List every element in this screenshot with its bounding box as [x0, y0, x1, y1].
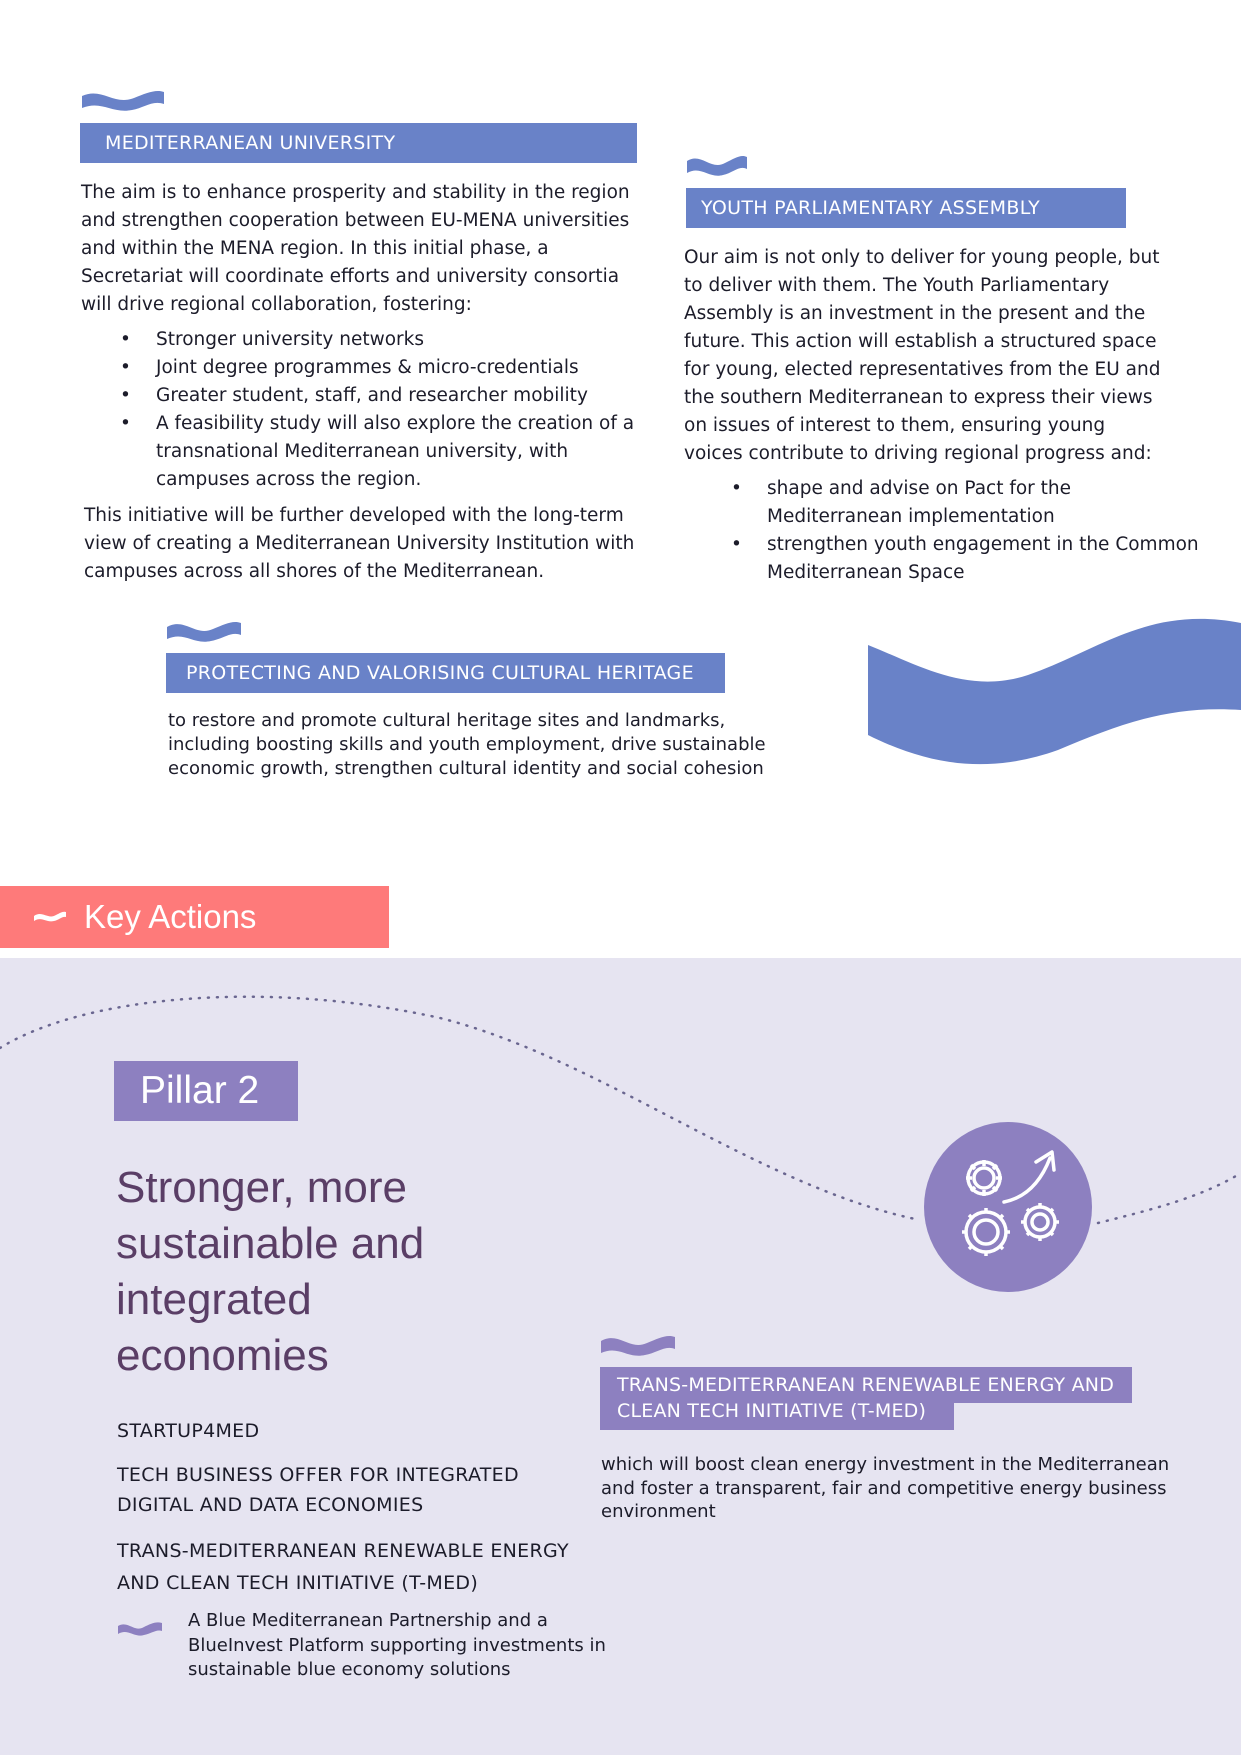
- tmed-text: which will boost clean energy investment in the Mediterranean and foster a transparent, fair and competitive energy business environment: [601, 1454, 1170, 1522]
- gears-growth-icon: [924, 1122, 1092, 1292]
- youth-assembly-bullets: [767, 475, 1207, 587]
- wave-ornament-icon: [599, 1328, 677, 1360]
- large-wave-decoration-icon: [868, 615, 1241, 765]
- heritage-title: PROTECTING AND VALORISING CULTURAL HERITAGE: [166, 653, 725, 693]
- pillar-heading: Stronger, more sustainable and integrated economies: [116, 1163, 425, 1380]
- key-actions-banner: [0, 886, 389, 948]
- list-item: • Stronger university networks: [156, 326, 656, 354]
- med-university-intro: The aim is to enhance prosperity and stability in the region and strengthen cooperation between EU-MENA universities and within the MENA region. In this initial phase, a Secretariat will coordinate efforts and university consortia will drive regional collaboration, fostering:: [81, 182, 630, 315]
- pillar-item-tmed: TRANS-MEDITERRANEAN RENEWABLE ENERGY AND CLEAN TECH INITIATIVE (T-MED): [117, 1540, 569, 1594]
- youth-assembly-intro: Our aim is not only to deliver for young people, but to deliver with them. The Youth Parliamentary Assembly is an investment in the present and the future. This action will establish a structured space for young, elected representatives from the EU and the southern Mediterranean to express their views on issues of interest to them, ensuring young voices contribute to driving regional progress and:: [684, 247, 1161, 464]
- wave-ornament-icon: [32, 908, 68, 924]
- pillar-item-tech-business: TECH BUSINESS OFFER FOR INTEGRATED DIGITAL AND DATA ECONOMIES: [117, 1464, 519, 1516]
- med-university-bullets: [156, 326, 656, 494]
- pillar-tag: [114, 1061, 298, 1121]
- youth-assembly-title: YOUTH PARLIAMENTARY ASSEMBLY: [686, 188, 1126, 228]
- med-university-title: MEDITERRANEAN UNIVERSITY: [80, 123, 637, 163]
- list-item: • Greater student, staff, and researcher mobility: [156, 382, 656, 410]
- wave-ornament-icon: [685, 149, 749, 179]
- list-item: • Joint degree programmes & micro-credentials: [156, 354, 656, 382]
- list-item: • strengthen youth engagement in the Common Mediterranean Space: [767, 531, 1207, 587]
- pillar-tag-label: Pillar 2: [140, 1069, 260, 1112]
- list-item: • A feasibility study will also explore the creation of a transnational Mediterranean university, with campuses across the region.: [156, 410, 636, 494]
- tmed-title-line2: CLEAN TECH INITIATIVE (T-MED): [600, 1396, 954, 1430]
- wave-ornament-icon: [165, 614, 243, 646]
- wave-ornament-icon: [116, 1617, 164, 1639]
- list-item: • shape and advise on Pact for the Mediterranean implementation: [767, 475, 1207, 531]
- tmed-title-line1: TRANS-MEDITERRANEAN RENEWABLE ENERGY AND: [600, 1367, 1132, 1403]
- pillar-item-startup4med: STARTUP4MED: [117, 1420, 260, 1442]
- blue-partnership-text: A Blue Mediterranean Partnership and a BlueInvest Platform supporting investments in sustainable blue economy solutions: [188, 1610, 606, 1680]
- key-actions-label: Key Actions: [84, 898, 257, 935]
- med-university-outro: This initiative will be further developed with the long-term view of creating a Mediterranean University Institution with campuses across all shores of the Mediterranean.: [84, 505, 635, 582]
- heritage-text: to restore and promote cultural heritage sites and landmarks, including boosting skills and youth employment, drive sustainable economic growth, strengthen cultural identity and social cohesion: [168, 710, 766, 779]
- wave-ornament-icon: [80, 84, 166, 114]
